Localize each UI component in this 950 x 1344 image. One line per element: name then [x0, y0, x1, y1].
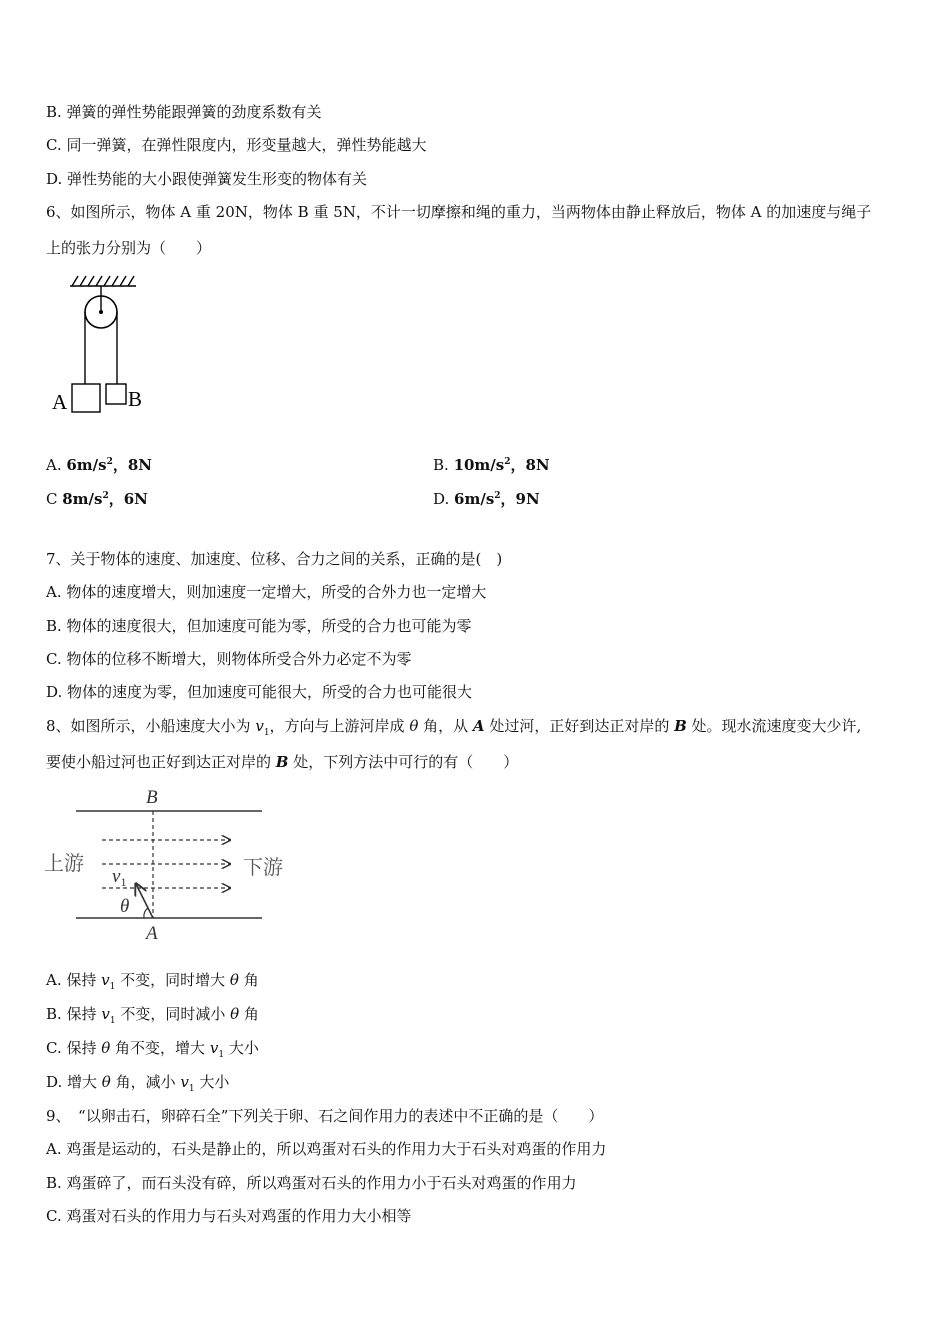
q8-river-figure	[40, 784, 300, 944]
q7-option-d: D. 物体的速度为零，但加速度可能很大，所受的合力也可能很大	[46, 683, 473, 701]
label-theta: θ	[120, 896, 130, 917]
q8-option-c: C. 保持 θ 角不变，增大 $v_1$ 大小	[46, 1039, 259, 1060]
q7-option-b: B. 物体的速度很大，但加速度可能为零，所受的合力也可能为零	[46, 617, 472, 635]
q7-option-c: C. 物体的位移不断增大，则物体所受合外力必定不为零	[46, 650, 412, 668]
block-a	[72, 384, 100, 412]
block-b	[106, 384, 126, 404]
q9-option-a: A. 鸡蛋是运动的，石头是静止的，所以鸡蛋对石头的作用力大于石头对鸡蛋的作用力	[46, 1140, 607, 1158]
label-downstream: 下游	[243, 855, 283, 879]
pulley-axle	[99, 310, 103, 314]
q6-pulley-figure	[48, 270, 158, 420]
label-a: A	[52, 390, 68, 414]
label-b: B	[146, 787, 158, 808]
q6-option-c: C $8m/s^2$，6N	[46, 490, 148, 508]
label-v1: $v_1$	[112, 866, 127, 889]
label-a: A	[146, 923, 158, 944]
ceiling-hatch	[70, 276, 136, 286]
q6-option-a: A. $6m/s^2$，8N	[46, 456, 153, 474]
q9-option-c: C. 鸡蛋对石头的作用力与石头对鸡蛋的作用力大小相等	[46, 1207, 412, 1225]
theta-arc	[144, 908, 148, 918]
q7-option-a: A. 物体的速度增大，则加速度一定增大，所受的合外力也一定增大	[46, 583, 487, 601]
q5-option-d: D. 弹性势能的大小跟使弹簧发生形变的物体有关	[46, 170, 368, 188]
q8-stem-line1: 8、如图所示，小船速度大小为 $v_1$，方向与上游河岸成 θ 角，从 A 处过河，正好到达正对岸的 B 处。现水流速度变大少许,	[46, 717, 862, 738]
label-upstream: 上游	[44, 851, 84, 875]
label-b: B	[128, 387, 143, 411]
q6-stem-line2: 上的张力分别为（ ）	[46, 239, 212, 257]
q8-option-b: B. 保持 $v_1$ 不变，同时减小 θ 角	[46, 1005, 259, 1026]
q6-option-b: B. $10m/s^2$，8N	[433, 456, 550, 474]
q5-option-b: B. 弹簧的弹性势能跟弹簧的劲度系数有关	[46, 103, 322, 121]
q6-stem-line1: 6、如图所示，物体 A 重 20N，物体 B 重 5N，不计一切摩擦和绳的重力，当两物体由静止释放后，物体 A 的加速度与绳子	[46, 203, 872, 221]
q9-option-b: B. 鸡蛋碎了，而石头没有碎，所以鸡蛋对石头的作用力小于石头对鸡蛋的作用力	[46, 1174, 577, 1192]
q9-stem: 9、 “以卵击石，卵碎石全”下列关于卵、石之间作用力的表述中不正确的是（ ）	[46, 1107, 604, 1125]
q6-option-d: D. $6m/s^2$，9N	[433, 490, 540, 508]
q5-option-c: C. 同一弹簧，在弹性限度内，形变量越大，弹性势能越大	[46, 136, 427, 154]
q8-option-d: D. 增大 θ 角，减小 $v_1$ 大小	[46, 1073, 230, 1094]
q7-stem: 7、关于物体的速度、加速度、位移、合力之间的关系，正确的是( )	[46, 550, 503, 568]
q8-stem-line2: 要使小船过河也正好到达正对岸的 B 处，下列方法中可行的有（ ）	[46, 753, 519, 771]
q8-option-a: A. 保持 $v_1$ 不变，同时增大 θ 角	[46, 971, 259, 992]
